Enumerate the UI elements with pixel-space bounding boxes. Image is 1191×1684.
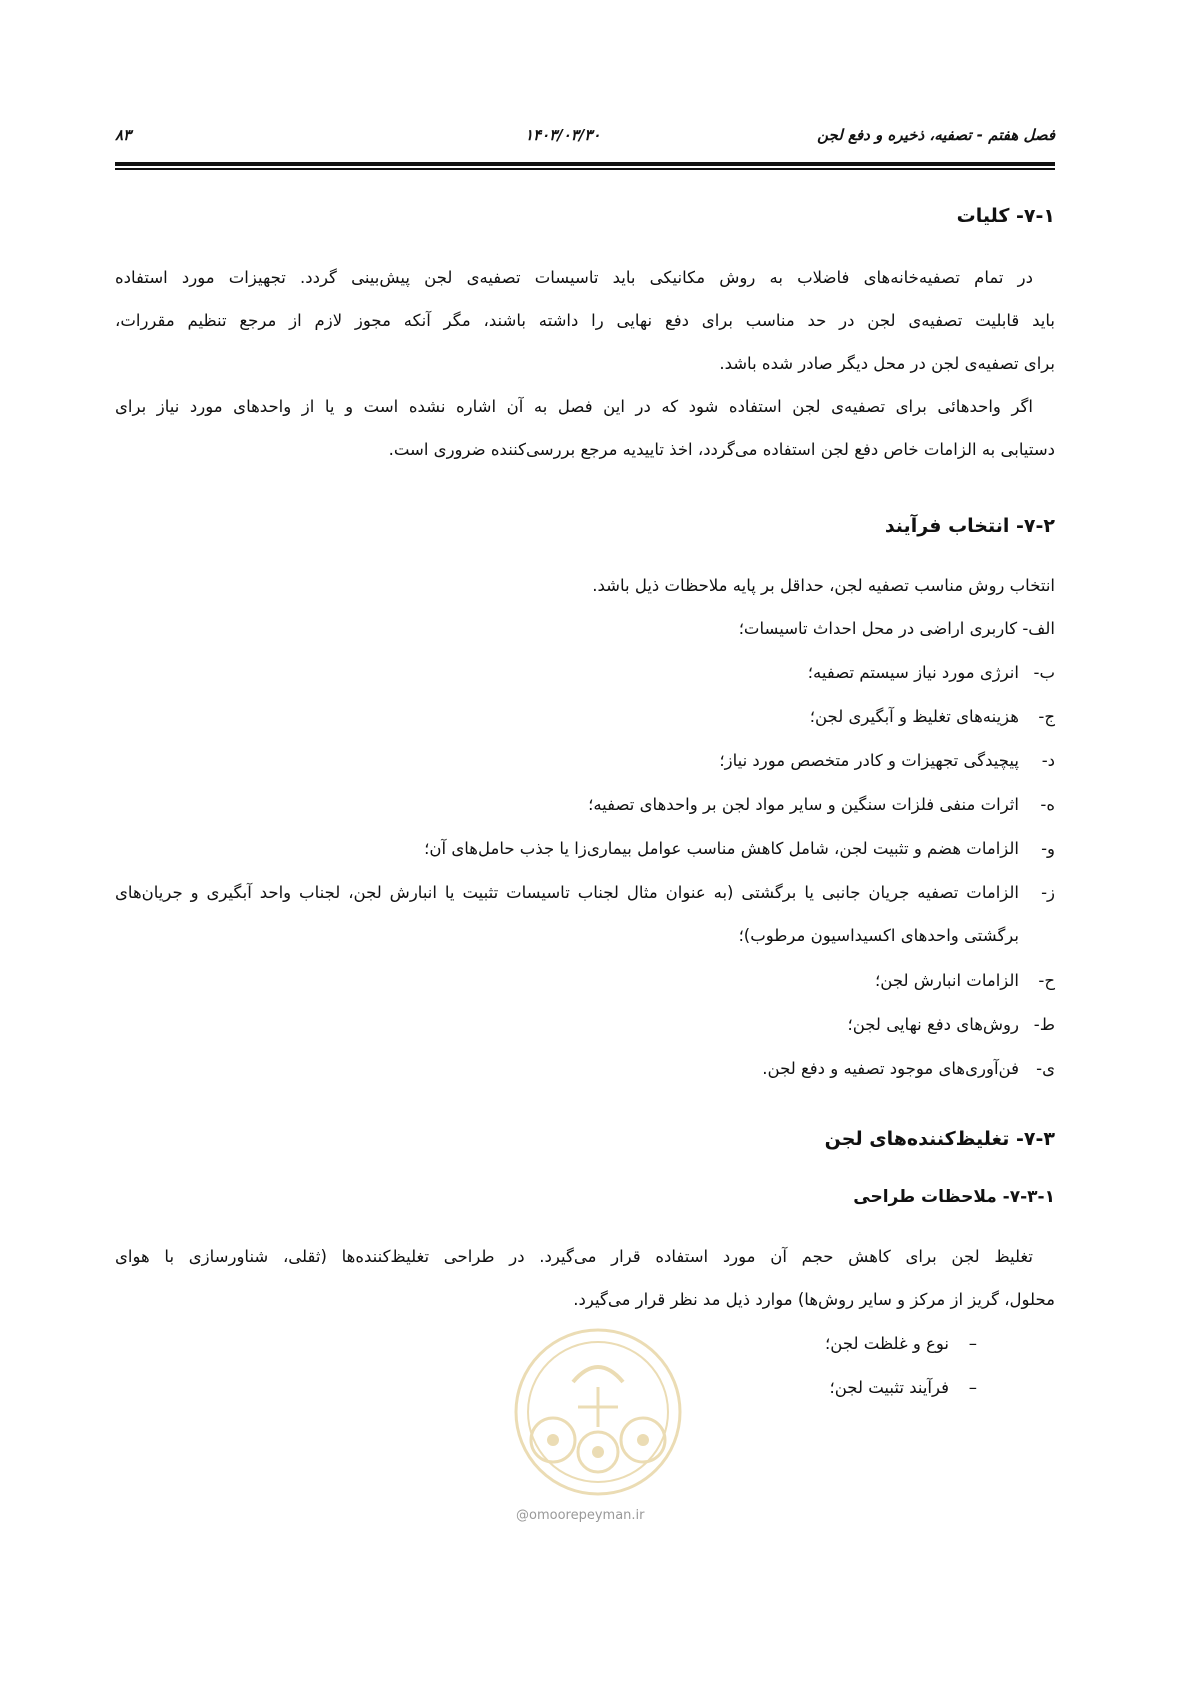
list-item xyxy=(847,1003,1055,1046)
list-item-text: کاربری اراضی در محل احداث تاسیسات؛ xyxy=(738,619,1018,638)
list-item-mark: د- xyxy=(1041,751,1055,770)
list-item-mark: ب- xyxy=(1033,663,1055,682)
list-item-mark: و- xyxy=(1041,839,1055,858)
header-rule-thin xyxy=(115,168,1055,170)
paragraph-line: دستیابی به الزامات خاص دفع لجن استفاده می‌گردد، اخذ تاییدیه مرجع بررسی‌کننده ضروری است. xyxy=(388,440,1055,459)
list-item-mark: ی- xyxy=(1036,1059,1055,1078)
list-item-text: روش‌های دفع نهایی لجن؛ xyxy=(847,1015,1019,1034)
bullet-text: نوع و غلظت لجن؛ xyxy=(825,1334,949,1353)
list-item xyxy=(588,783,1055,826)
section-heading-7-3: ۷-۳- تغلیظ‌کننده‌های لجن xyxy=(824,1128,1055,1150)
header-date: ۱۴۰۳/۰۳/۳۰ xyxy=(525,126,601,144)
list-item-mark: الف- xyxy=(1022,619,1055,638)
list-item-mark: ه- xyxy=(1040,795,1055,814)
section-heading-7-1: ۷-۱- کلیات xyxy=(956,205,1055,227)
bullet-mark: – xyxy=(968,1378,977,1397)
bullet-mark: – xyxy=(968,1334,977,1353)
paragraph-line: در تمام تصفیه‌خانه‌های فاضلاب به روش مکانیکی باید تاسیسات تصفیه‌ی لجن پیش‌بینی گردد. تجهیزات مورد استفاده xyxy=(115,268,1033,287)
paragraph-line: تغلیظ لجن برای کاهش حجم آن مورد استفاده قرار می‌گیرد. در طراحی تغلیظ‌کننده‌ها (ثقلی، شناورسازی با هوای xyxy=(115,1247,1033,1266)
watermark-logo xyxy=(498,1312,698,1502)
section-7-1-paragraph-1 xyxy=(115,256,1055,385)
list-item xyxy=(762,1047,1055,1090)
subsection-heading-7-3-1: ۷-۳-۱- ملاحظات طراحی xyxy=(853,1187,1055,1207)
page-number: ۸۳ xyxy=(115,126,132,144)
list-item xyxy=(115,871,1055,957)
header-rule-thick xyxy=(115,162,1055,166)
list-item-text: الزامات هضم و تثبیت لجن، شامل کاهش مناسب عوامل بیماری‌زا یا جذب حامل‌های آن؛ xyxy=(424,839,1019,858)
list-item xyxy=(719,739,1055,782)
list-item-text: فن‌آوری‌های موجود تصفیه و دفع لجن. xyxy=(762,1059,1019,1078)
bullet-item xyxy=(825,1322,977,1365)
paragraph-line: اگر واحدهائی برای تصفیه‌ی لجن استفاده شود که در این فصل به آن اشاره نشده است و یا از واحدهای مورد نیاز برای xyxy=(115,397,1033,416)
watermark-url: @omoorepeyman.ir xyxy=(516,1508,645,1523)
list-item xyxy=(739,607,1055,650)
section-7-1-paragraph-2 xyxy=(115,385,1055,471)
page-header xyxy=(115,122,1055,152)
list-item xyxy=(808,651,1055,694)
section-heading-7-2: ۷-۲- انتخاب فرآیند xyxy=(884,515,1055,537)
chapter-title: فصل هفتم - تصفیه، ذخیره و دفع لجن xyxy=(817,126,1055,144)
list-item-text: انرژی مورد نیاز سیستم تصفیه؛ xyxy=(807,663,1019,682)
paragraph-line: باید قابلیت تصفیه‌ی لجن در حد مناسب برای دفع نهایی را داشته باشند، مگر آنکه مجوز لازم از مرجع تنظیم مقررات، xyxy=(115,311,1055,330)
list-item-mark: ط- xyxy=(1033,1015,1055,1034)
section-7-2-intro: انتخاب روش مناسب تصفیه لجن، حداقل بر پایه ملاحظات ذیل باشد. xyxy=(592,576,1055,595)
list-item-text: اثرات منفی فلزات سنگین و سایر مواد لجن بر واحدهای تصفیه؛ xyxy=(588,795,1019,814)
paragraph-line: برای تصفیه‌ی لجن در محل دیگر صادر شده باشد. xyxy=(719,354,1055,373)
list-item-text: پیچیدگی تجهیزات و کادر متخصص مورد نیاز؛ xyxy=(719,751,1019,770)
list-item-text: الزامات انبارش لجن؛ xyxy=(875,971,1019,990)
list-item-text: الزامات تصفیه جریان جانبی یا برگشتی (به عنوان مثال لجناب تاسیسات تثبیت یا انبارش لجن، لجناب واحد آبگیری و جریان‌های برگشتی واحدهای اکسیداسیون مرطوب)؛ xyxy=(115,883,1019,945)
list-item-text: هزینه‌های تغلیظ و آبگیری لجن؛ xyxy=(809,707,1019,726)
bullet-item xyxy=(829,1366,977,1409)
section-7-3-1-paragraph xyxy=(115,1235,1055,1321)
list-item-mark: ح- xyxy=(1038,971,1055,990)
list-item xyxy=(810,695,1055,738)
list-item-mark: ج- xyxy=(1038,707,1055,726)
list-item xyxy=(875,959,1055,1002)
list-item-mark: ز- xyxy=(1041,883,1055,902)
list-item xyxy=(424,827,1055,870)
bullet-text: فرآیند تثبیت لجن؛ xyxy=(829,1378,949,1397)
paragraph-line: محلول، گریز از مرکز و سایر روش‌ها) موارد ذیل مد نظر قرار می‌گیرد. xyxy=(573,1290,1055,1309)
